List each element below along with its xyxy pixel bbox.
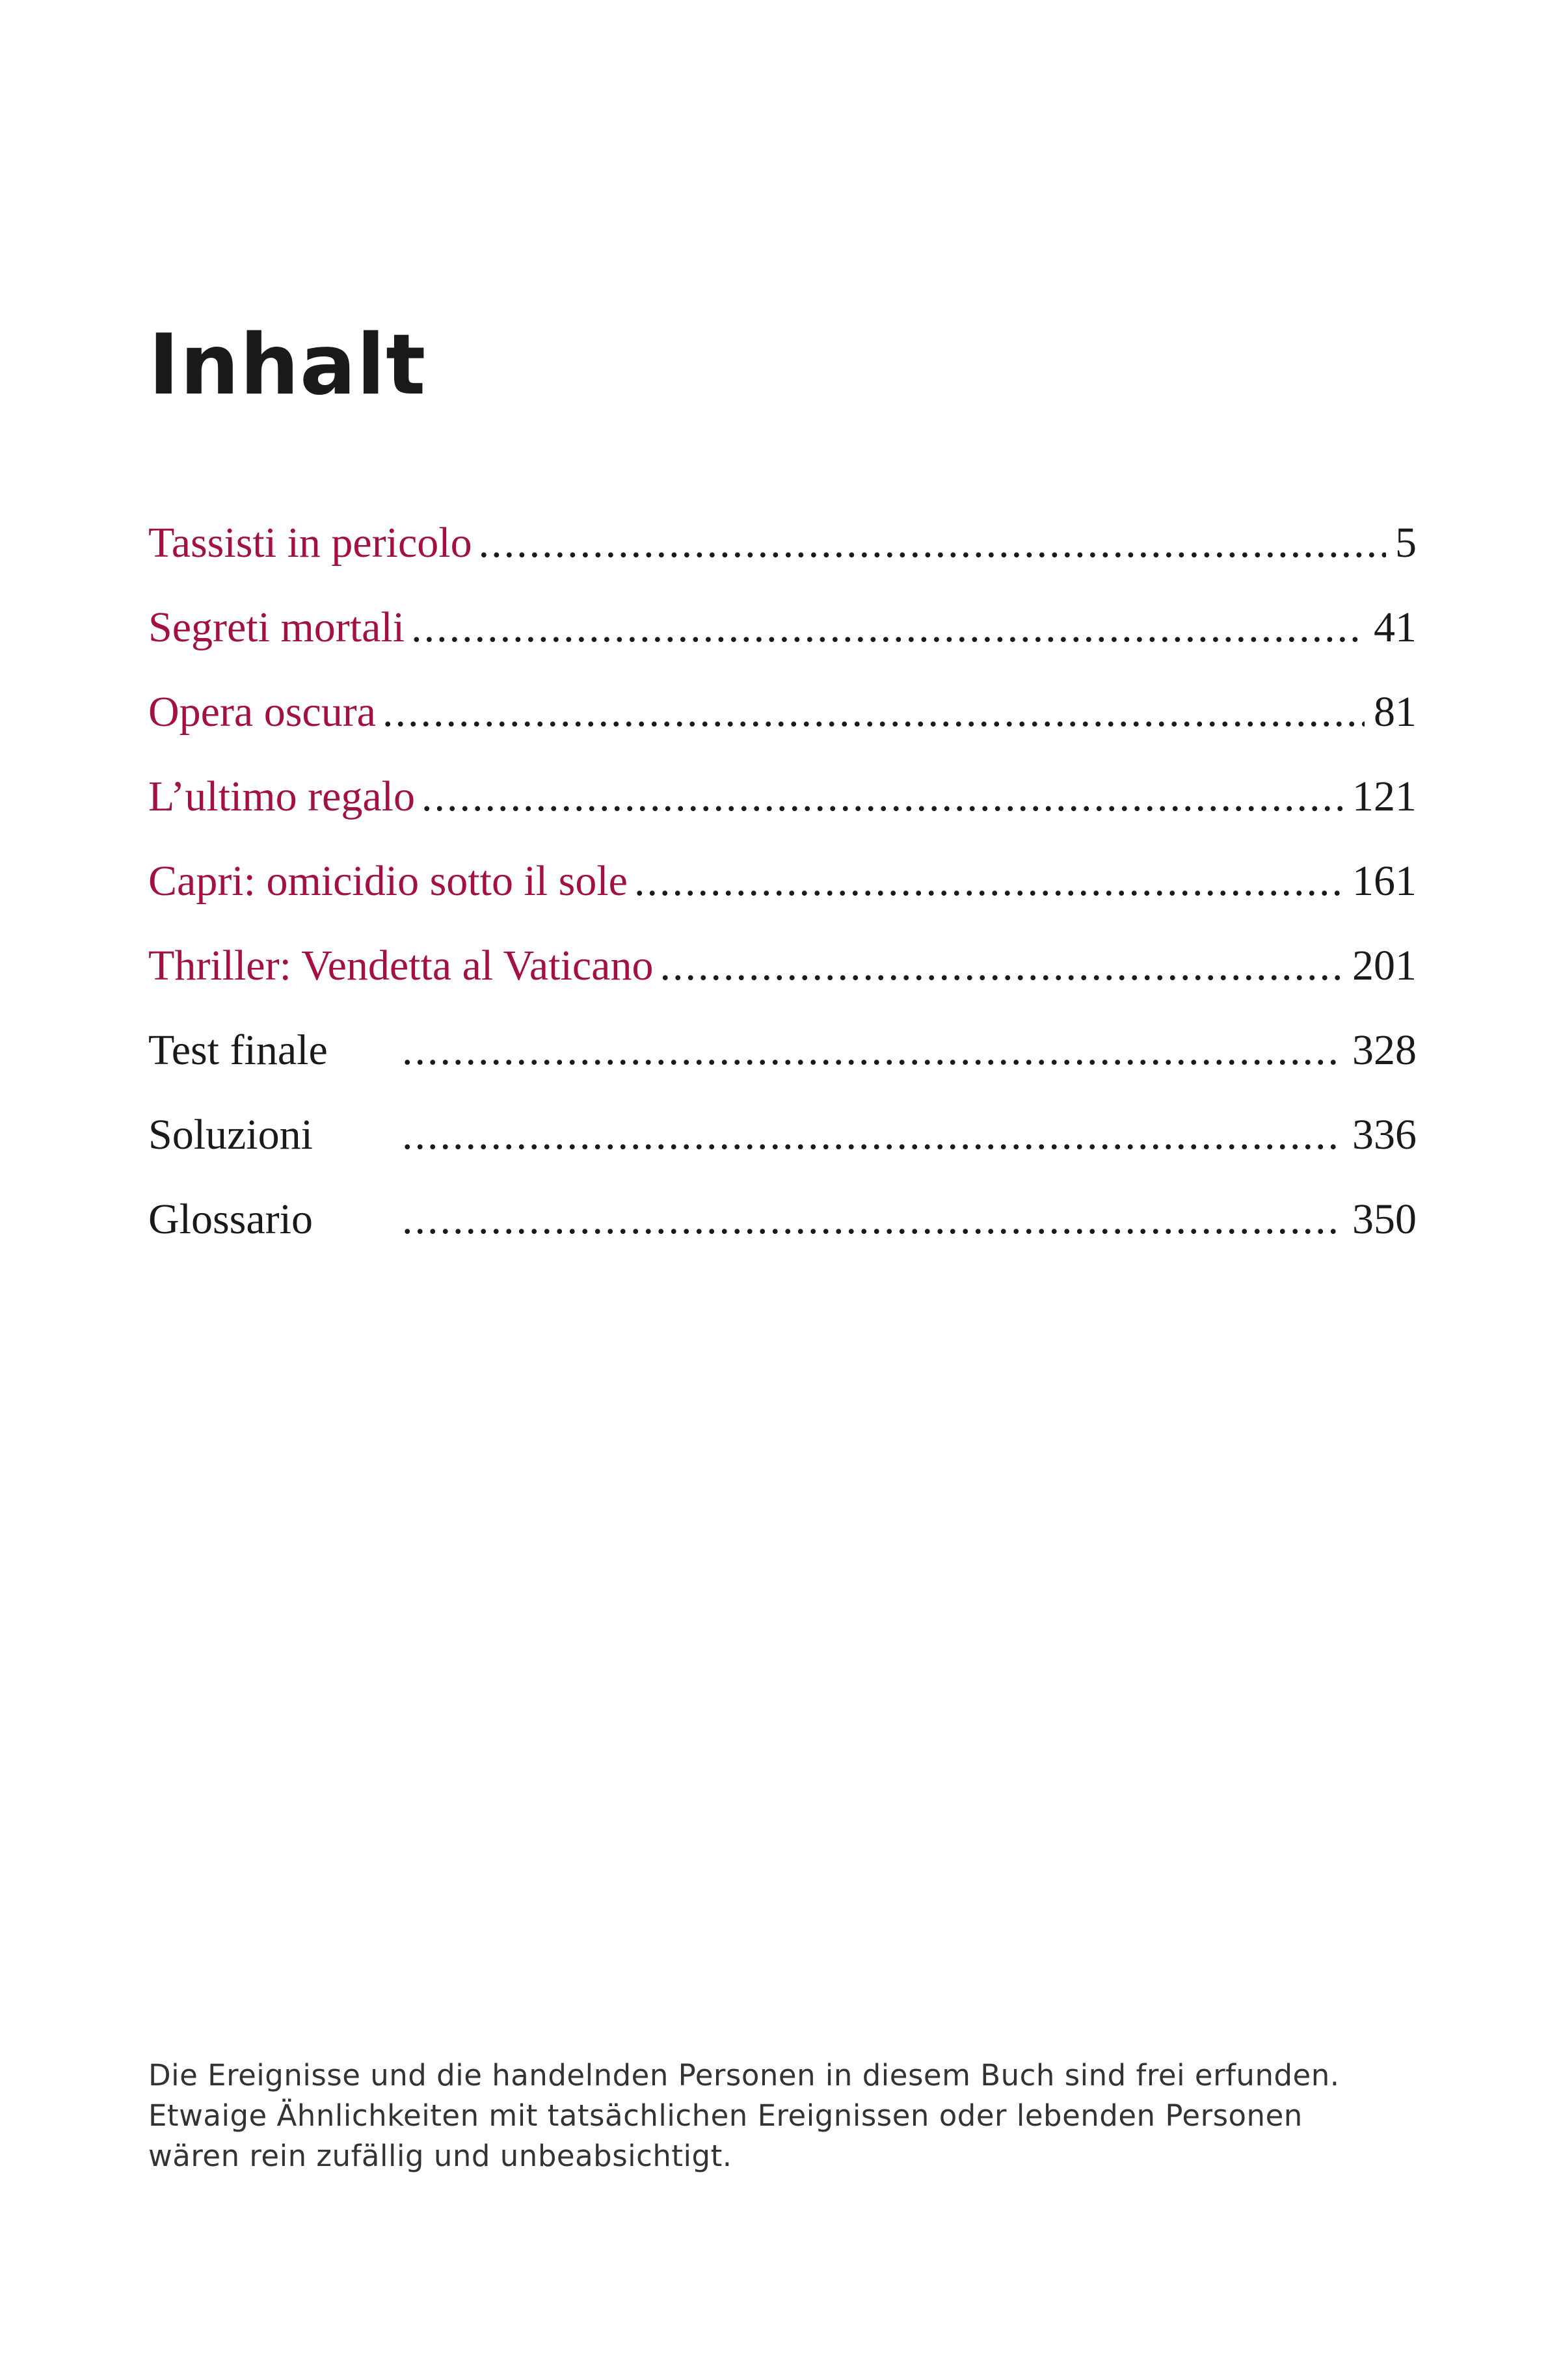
toc-entry-test-finale[interactable] bbox=[148, 1008, 1417, 1093]
toc-entry-page-number: 81 bbox=[1374, 688, 1417, 736]
dot-leader bbox=[660, 937, 1343, 995]
dot-leader bbox=[402, 1190, 1343, 1249]
dot-leader bbox=[634, 852, 1343, 911]
dot-leader bbox=[421, 768, 1343, 826]
toc-entry-glossario[interactable] bbox=[148, 1177, 1417, 1262]
toc-entry-title: Opera oscura bbox=[148, 688, 376, 736]
toc-entry-title: Capri: omicidio sotto il sole bbox=[148, 857, 628, 905]
toc-entry-page-number: 328 bbox=[1352, 1026, 1417, 1074]
dot-leader bbox=[402, 1021, 1343, 1080]
toc-entry-capri-omicidio-sotto-il-sole[interactable] bbox=[148, 839, 1417, 924]
toc-entry-page-number: 336 bbox=[1352, 1111, 1417, 1158]
toc-entry-title: Soluzioni bbox=[148, 1111, 314, 1158]
toc-entry-title: Tassisti in pericolo bbox=[148, 519, 472, 567]
dot-leader bbox=[411, 598, 1365, 657]
table-of-contents bbox=[148, 501, 1417, 1262]
toc-entry-page-number: 350 bbox=[1352, 1196, 1417, 1243]
toc-entry-title: Test finale bbox=[148, 1026, 328, 1074]
disclaimer-line: wären rein zufällig und unbeabsichtigt. bbox=[148, 2139, 732, 2173]
toc-entry-opera-oscura[interactable] bbox=[148, 670, 1417, 755]
toc-entry-page-number: 161 bbox=[1352, 857, 1417, 905]
toc-entry-soluzioni[interactable] bbox=[148, 1093, 1417, 1177]
disclaimer bbox=[148, 2055, 1423, 2176]
toc-entry-page-number: 5 bbox=[1395, 519, 1417, 567]
disclaimer-line: Etwaige Ähnlichkeiten mit tatsächlichen Ereignissen oder lebenden Personen bbox=[148, 2098, 1303, 2133]
toc-entry-tassisti-in-pericolo[interactable] bbox=[148, 501, 1417, 585]
toc-entry-page-number: 121 bbox=[1352, 773, 1417, 820]
disclaimer-line: Die Ereignisse und die handelnden Personen in diesem Buch sind frei erfunden. bbox=[148, 2058, 1340, 2093]
toc-entry-page-number: 201 bbox=[1352, 942, 1417, 989]
toc-entry-title: L’ultimo regalo bbox=[148, 773, 415, 820]
dot-leader bbox=[479, 514, 1386, 572]
dot-leader bbox=[382, 683, 1365, 742]
toc-entry-page-number: 41 bbox=[1374, 604, 1417, 651]
dot-leader bbox=[402, 1106, 1343, 1164]
toc-entry-title: Segreti mortali bbox=[148, 604, 405, 651]
toc-entry-title: Thriller: Vendetta al Vaticano bbox=[148, 942, 654, 989]
page-title: Inhalt bbox=[148, 317, 427, 414]
toc-entry-title: Glossario bbox=[148, 1196, 313, 1243]
toc-entry-segreti-mortali[interactable] bbox=[148, 585, 1417, 670]
toc-entry-l-ultimo-regalo[interactable] bbox=[148, 755, 1417, 839]
toc-entry-thriller-vendetta-al-vaticano[interactable] bbox=[148, 924, 1417, 1008]
